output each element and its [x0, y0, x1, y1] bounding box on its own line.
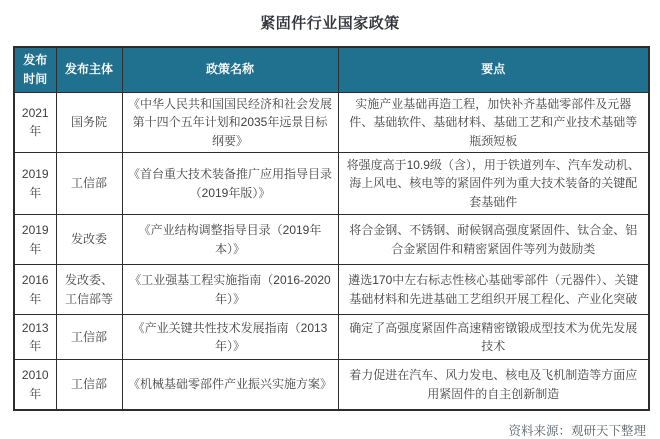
cell-policy: 《中华人民共和国国民经济和社会发展第十四个五年计划和2035年远景目标纲要》	[122, 92, 338, 153]
column-header-date: 发布时间	[14, 47, 56, 92]
column-header-publisher: 发布主体	[56, 47, 122, 92]
cell-points: 将合金钢、不锈钢、耐候钢高强度紧固件、钛合金、铝合金紧固件和精密紧固件等列为鼓励类	[338, 215, 649, 265]
table-row	[14, 265, 649, 315]
column-header-policy: 政策名称	[122, 47, 338, 92]
cell-date: 2019年	[14, 215, 56, 265]
cell-date: 2013年	[14, 315, 56, 360]
cell-publisher: 工信部	[56, 360, 122, 410]
table-header	[14, 47, 649, 92]
cell-policy: 《产业结构调整指导目录（2019年本）》	[122, 215, 338, 265]
table-body	[14, 92, 649, 410]
page-title: 紧固件行业国家政策	[260, 15, 400, 32]
source-attribution: 资料来源：观研天下整理	[508, 423, 646, 438]
table-row	[14, 315, 649, 360]
table-row	[14, 215, 649, 265]
table-row	[14, 360, 649, 410]
cell-publisher: 国务院	[56, 92, 122, 153]
policy-table	[13, 46, 650, 411]
cell-publisher: 工信部	[56, 153, 122, 215]
cell-points: 遴选170中左右标志性核心基础零部件（元器件）、关键基础材料和先进基础工艺组织开展工程化、产业化突破	[338, 265, 649, 315]
table-row	[14, 92, 649, 153]
cell-date: 2021年	[14, 92, 56, 153]
cell-date: 2010年	[14, 360, 56, 410]
cell-publisher: 发改委、工信部等	[56, 265, 122, 315]
cell-policy: 《机械基础零部件产业振兴实施方案》	[122, 360, 338, 410]
column-header-points: 要点	[338, 47, 649, 92]
cell-policy: 《工业强基工程实施指南（2016-2020年）》	[122, 265, 338, 315]
cell-publisher: 工信部	[56, 315, 122, 360]
cell-date: 2019年	[14, 153, 56, 215]
table-row	[14, 153, 649, 215]
cell-date: 2016年	[14, 265, 56, 315]
header-row	[14, 47, 649, 92]
cell-points: 着力促进在汽车、风力发电、核电及飞机制造等方面应用紧固件的自主创新制造	[338, 360, 649, 410]
cell-points: 实施产业基础再造工程，加快补齐基础零部件及元器件、基础软件、基础材料、基础工艺和产业技术基础等瓶颈短板	[338, 92, 649, 153]
cell-points: 将强度高于10.9级（含），用于铁道列车、汽车发动机、海上风电、核电等的紧固件列为重大技术装备的关键配套基础件	[338, 153, 649, 215]
cell-publisher: 发改委	[56, 215, 122, 265]
cell-policy: 《首台重大技术装备推广应用指导目录（2019年版）》	[122, 153, 338, 215]
cell-points: 确定了高强度紧固件高速精密镦锻成型技术为优先发展技术	[338, 315, 649, 360]
cell-policy: 《产业关键共性技术发展指南（2013年）》	[122, 315, 338, 360]
